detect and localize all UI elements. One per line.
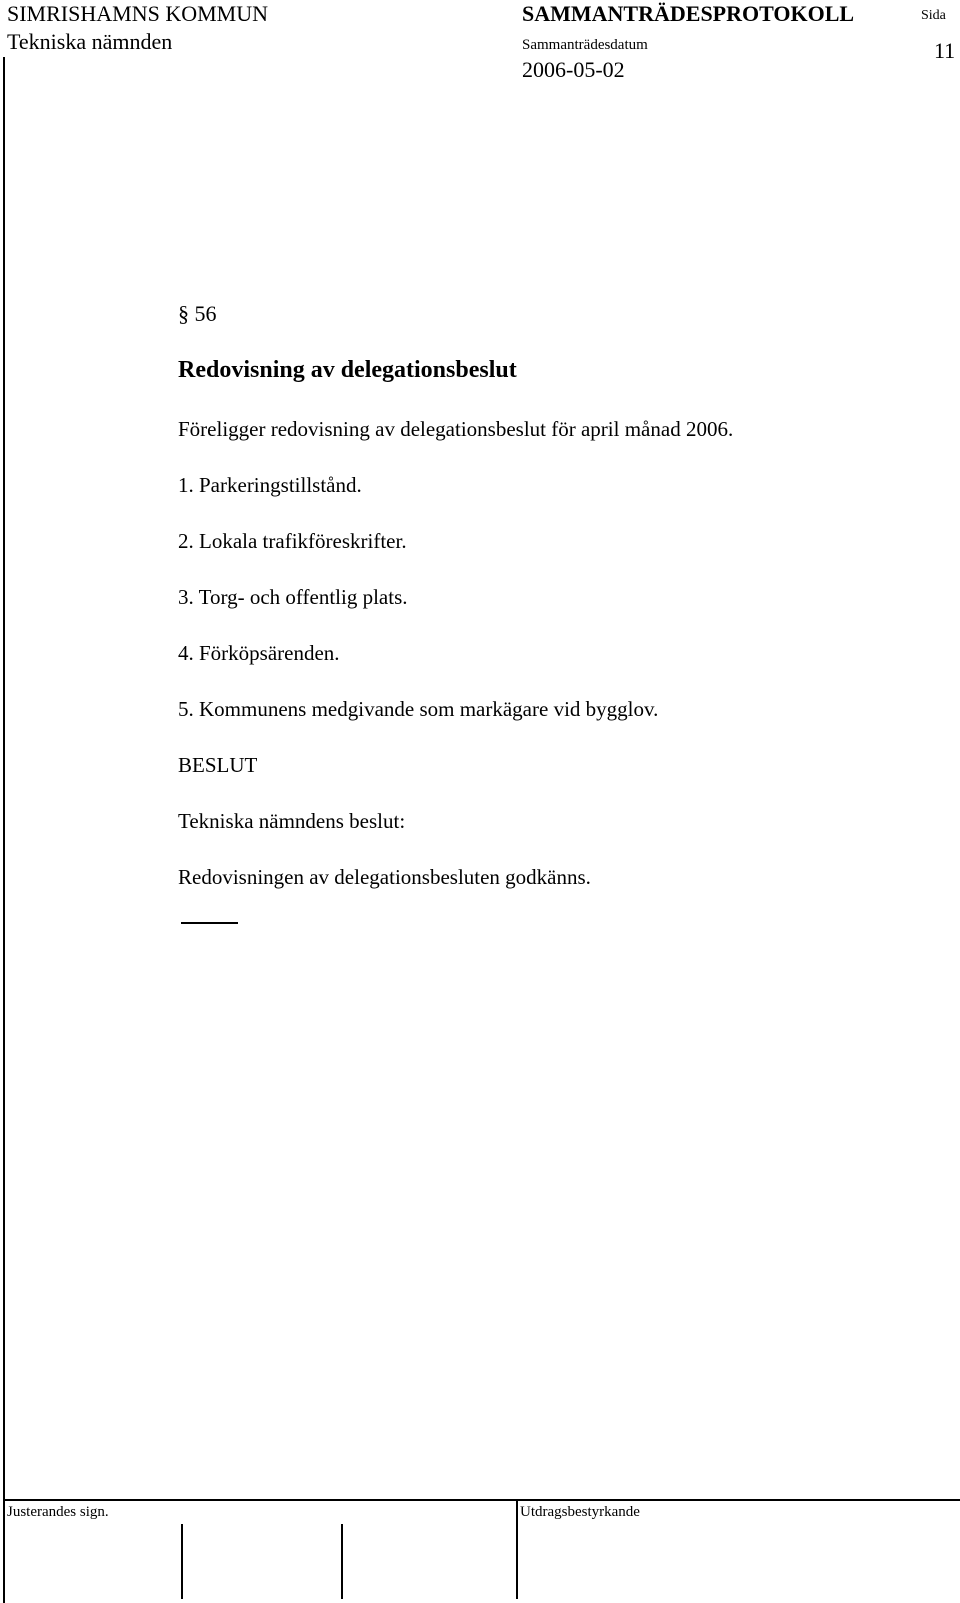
- document-title: SAMMANTRÄDESPROTOKOLL: [522, 1, 855, 26]
- footer-top-line: [3, 1499, 960, 1501]
- list-item: 2. Lokala trafikföreskrifter.: [178, 529, 407, 553]
- footer-column-divider: [516, 1499, 518, 1599]
- decision-intro: Tekniska nämndens beslut:: [178, 809, 406, 833]
- meeting-date-label: Sammanträdesdatum: [522, 37, 648, 53]
- decision-text: Redovisningen av delegationsbesluten godkänns.: [178, 865, 591, 889]
- list-item: 5. Kommunens medgivande som markägare vid bygglov.: [178, 697, 659, 721]
- signature-box-divider: [341, 1524, 343, 1599]
- list-item: 4. Förköpsärenden.: [178, 641, 340, 665]
- left-margin-line: [3, 57, 5, 1603]
- extract-certification-label: Utdragsbestyrkande: [520, 1504, 640, 1520]
- end-separator-line: [181, 922, 238, 924]
- intro-text: Föreligger redovisning av delegationsbeslut för april månad 2006.: [178, 417, 734, 441]
- section-heading: Redovisning av delegationsbeslut: [178, 357, 517, 383]
- organization-name: SIMRISHAMNS KOMMUN: [7, 1, 268, 26]
- list-item: 1. Parkeringstillstånd.: [178, 473, 362, 497]
- page-label: Sida: [921, 8, 946, 23]
- list-item: 3. Torg- och offentlig plats.: [178, 585, 408, 609]
- decision-heading: BESLUT: [178, 753, 258, 777]
- adjuster-signature-label: Justerandes sign.: [7, 1504, 109, 1520]
- meeting-date: 2006-05-02: [522, 57, 625, 82]
- page-number: 11: [934, 38, 956, 63]
- department-name: Tekniska nämnden: [7, 29, 173, 54]
- signature-box-divider: [181, 1524, 183, 1599]
- paragraph-number: § 56: [178, 301, 217, 326]
